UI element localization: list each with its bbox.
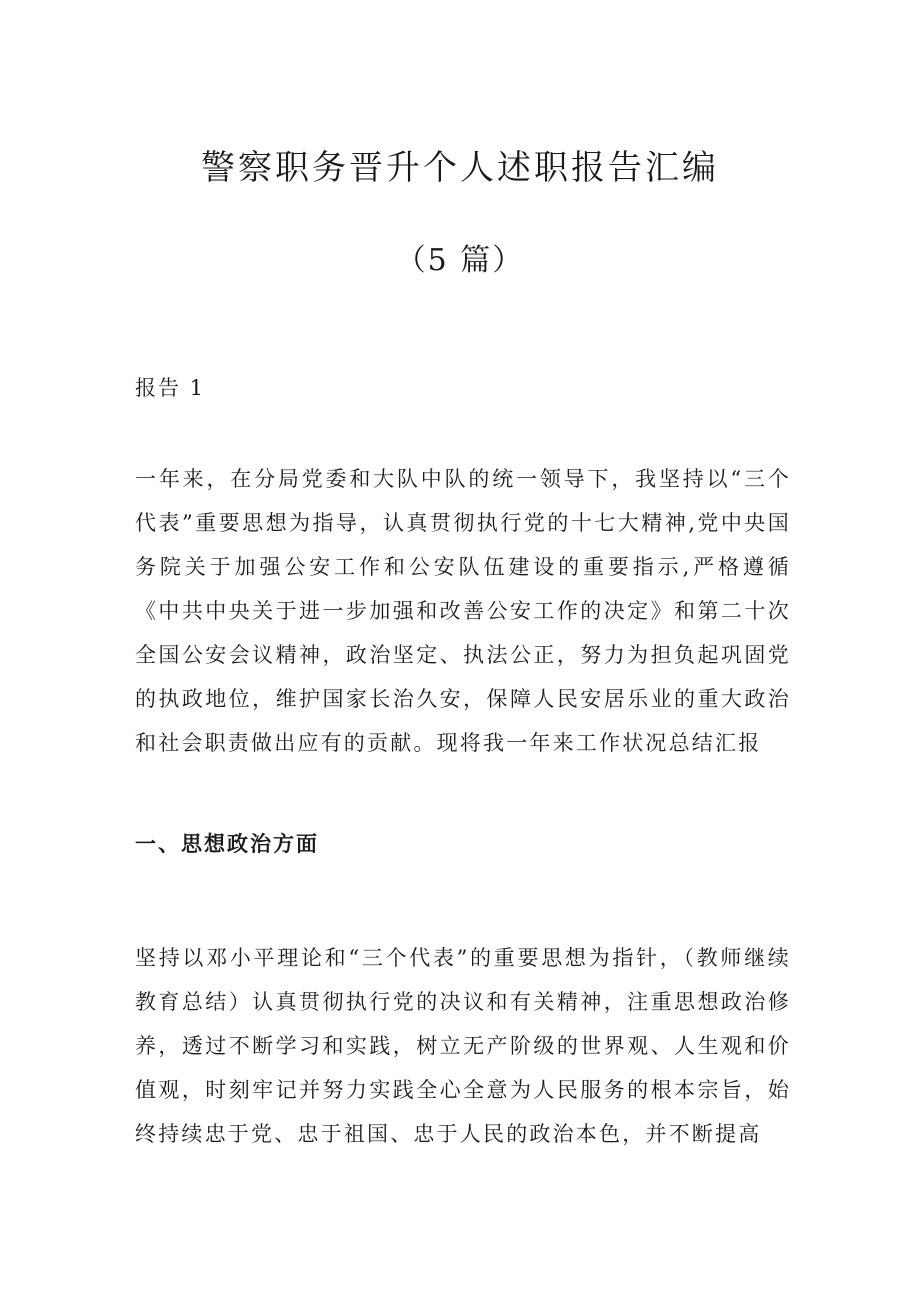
- document-subtitle: （5 篇）: [395, 243, 525, 278]
- report-label: 报告 1: [135, 376, 206, 400]
- paragraph-political: 坚持以邓小平理论和“三个代表”的重要思想为指针，（教师继续教育总结）认真贯彻执行党的决议和有关精神，注重思想政治修养，透过不断学习和实践，树立无产阶级的世界观、人生观和价值观，时刻牢记并努力实践全心全意为人民服务的根本宗旨，始终持续忠于党、忠于祖国、忠于人民的政治本色，并不断提高: [135, 946, 791, 1146]
- document-title: 警察职务晋升个人述职报告汇编: [201, 148, 719, 188]
- paragraph-intro: 一年来，在分局党委和大队中队的统一领导下，我坚持以“三个代表”重要思想为指导，认真贯彻执行党的十七大精神,党中央国务院关于加强公安工作和公安队伍建设的重要指示,严格遵循《中共中央关于进一步加强和改善公安工作的决定》和第二十次全国公安会议精神，政治坚定、执法公正，努力为担负起巩固党的执政地位，维护国家长治久安，保障人民安居乐业的重大政治和社会职责做出应有的贡献。现将我一年来工作状况总结汇报: [135, 467, 791, 755]
- section-heading: 一、思想政治方面: [135, 831, 319, 856]
